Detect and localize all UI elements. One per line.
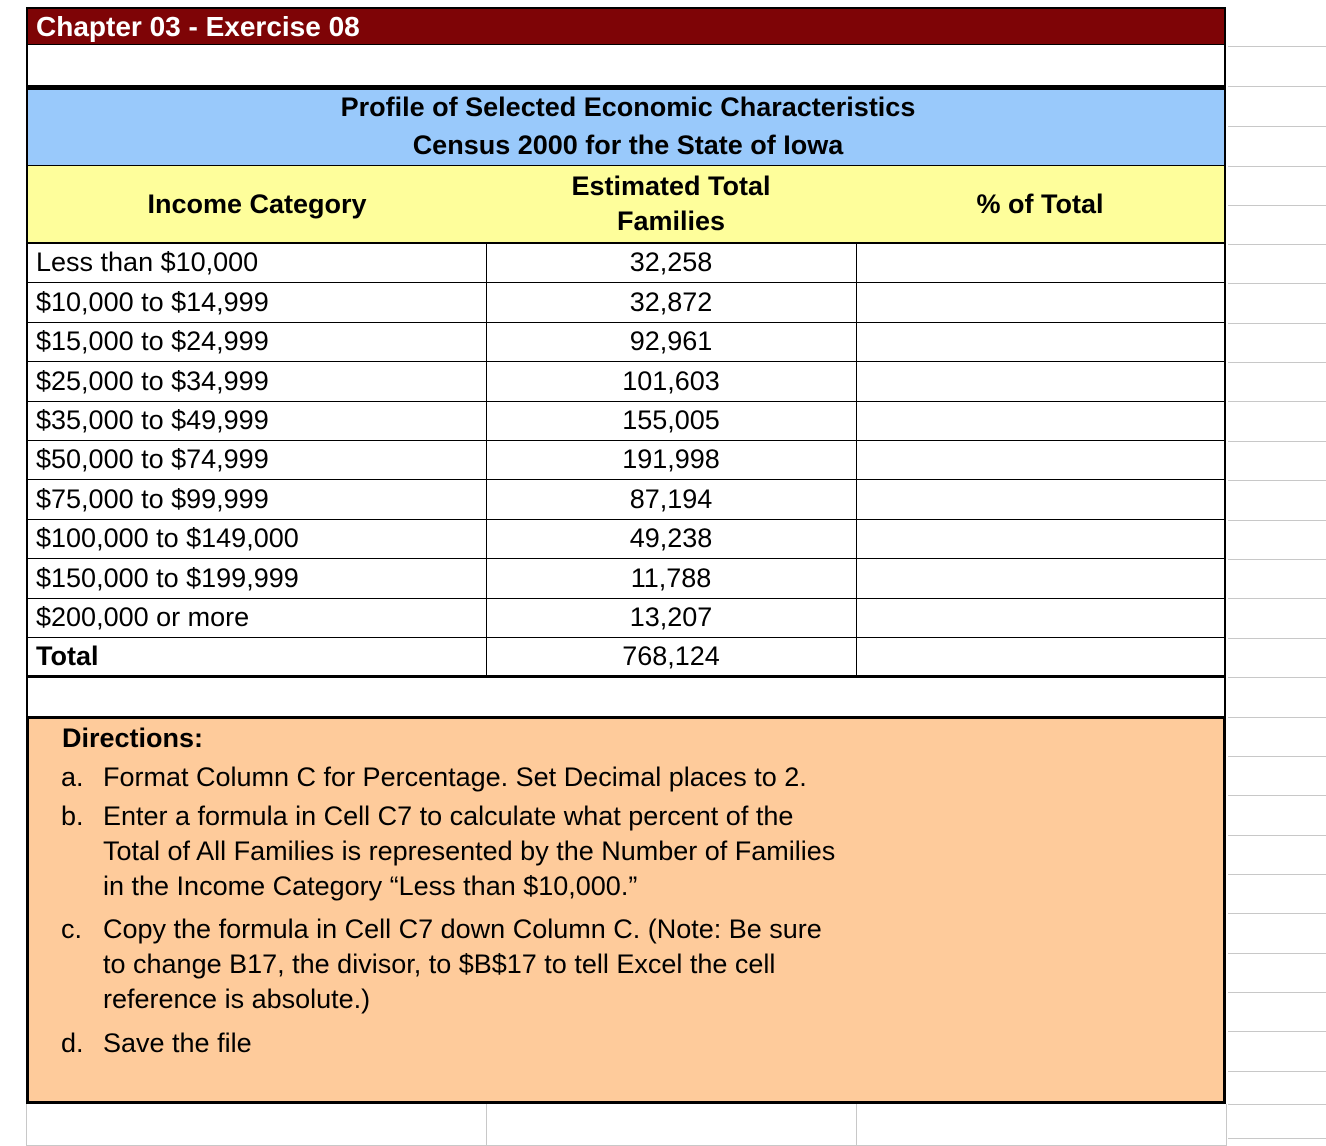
profile-title: Profile of Selected Economic Characteristics	[340, 92, 916, 122]
gridline	[1228, 1031, 1326, 1032]
income-category-cell[interactable]: $50,000 to $74,999	[26, 441, 487, 480]
column-header-label: % of Total	[976, 188, 1104, 219]
estimated-families-cell[interactable]: 32,872	[486, 283, 857, 323]
income-category-cell[interactable]: Less than $10,000	[26, 244, 487, 283]
total-percent-cell[interactable]	[856, 638, 1226, 678]
directions-item-letter: c.	[61, 914, 83, 944]
gridline	[1228, 244, 1326, 245]
percent-of-total-cell[interactable]	[856, 362, 1226, 402]
estimated-families-cell[interactable]: 13,207	[486, 599, 857, 638]
gridline	[1228, 559, 1326, 560]
directions-item-text: reference is absolute.)	[103, 984, 371, 1014]
estimated-families-cell[interactable]: 101,603	[486, 362, 857, 402]
directions-item-letter: a.	[61, 762, 84, 792]
sheet-title: Chapter 03 - Exercise 08	[26, 7, 1226, 46]
total-label-cell[interactable]: Total	[26, 638, 487, 678]
income-category-cell[interactable]: $10,000 to $14,999	[26, 283, 487, 323]
empty-cell[interactable]	[856, 1104, 1227, 1146]
percent-of-total-cell[interactable]	[856, 559, 1226, 599]
directions-item-text: Save the file	[103, 1028, 252, 1058]
directions-item-text: Copy the formula in Cell C7 down Column C. (Note: Be sure	[103, 914, 822, 944]
estimated-families-cell[interactable]: 87,194	[486, 480, 857, 520]
column-header-percent-of-total[interactable]	[856, 166, 1226, 244]
percent-of-total-cell[interactable]	[856, 402, 1226, 441]
column-header-label: Families	[616, 206, 726, 236]
income-category-cell[interactable]: $25,000 to $34,999	[26, 362, 487, 402]
gridline	[1228, 520, 1326, 521]
total-families-cell[interactable]: 768,124	[486, 638, 857, 678]
gridline	[1228, 1071, 1326, 1072]
percent-of-total-cell[interactable]	[856, 599, 1226, 638]
gridline	[1228, 166, 1326, 167]
percent-of-total-cell[interactable]	[856, 520, 1226, 559]
gridline	[1228, 795, 1326, 796]
gridline	[1228, 441, 1326, 442]
column-header-income-category[interactable]	[26, 166, 487, 244]
directions-item-text: Total of All Families is represented by the Number of Families	[103, 836, 836, 866]
income-category-cell[interactable]: $35,000 to $49,999	[26, 402, 487, 441]
directions-item-text: to change B17, the divisor, to $B$17 to tell Excel the cell	[103, 949, 776, 979]
blank-row[interactable]	[26, 677, 1226, 717]
gridline	[1228, 677, 1326, 678]
gridline	[1228, 205, 1326, 206]
gridline	[1228, 283, 1326, 284]
income-category-cell[interactable]: $75,000 to $99,999	[26, 480, 487, 520]
directions-item-text: in the Income Category “Less than $10,000.”	[103, 871, 638, 901]
blank-row[interactable]	[26, 45, 1226, 87]
gridline	[1228, 835, 1326, 836]
percent-of-total-cell[interactable]	[856, 283, 1226, 323]
directions-title: Directions:	[62, 723, 204, 753]
column-header-label: Income Category	[147, 188, 367, 219]
column-header-estimated-total-families[interactable]	[486, 166, 857, 244]
income-category-cell[interactable]: $200,000 or more	[26, 599, 487, 638]
gridline	[1228, 126, 1326, 127]
gridline	[1228, 756, 1326, 757]
income-category-cell[interactable]: $100,000 to $149,000	[26, 520, 487, 559]
estimated-families-cell[interactable]: 155,005	[486, 402, 857, 441]
gridline	[1228, 717, 1326, 718]
directions-item-text: Format Column C for Percentage. Set Decimal places to 2.	[103, 762, 807, 792]
estimated-families-cell[interactable]: 92,961	[486, 323, 857, 362]
empty-cell[interactable]	[486, 1104, 857, 1146]
profile-header[interactable]	[26, 87, 1226, 167]
gridline	[1228, 323, 1326, 324]
profile-subtitle: Census 2000 for the State of Iowa	[412, 130, 844, 160]
estimated-families-cell[interactable]: 11,788	[486, 559, 857, 599]
gridline	[1228, 362, 1326, 363]
gridline	[1228, 86, 1326, 87]
directions-box[interactable]	[26, 716, 1226, 1104]
percent-of-total-cell[interactable]	[856, 480, 1226, 520]
percent-of-total-cell[interactable]	[856, 323, 1226, 362]
empty-cell[interactable]	[26, 1104, 487, 1146]
gridline	[1228, 598, 1326, 599]
gridline	[1228, 46, 1326, 47]
percent-of-total-cell[interactable]	[856, 441, 1226, 480]
gridline	[1228, 913, 1326, 914]
gridline	[1228, 401, 1326, 402]
directions-item-letter: b.	[61, 801, 84, 831]
gridline	[1228, 953, 1326, 954]
gridline	[1228, 874, 1326, 875]
gridline	[1228, 992, 1326, 993]
gridline	[1228, 638, 1326, 639]
estimated-families-cell[interactable]: 191,998	[486, 441, 857, 480]
estimated-families-cell[interactable]: 49,238	[486, 520, 857, 559]
column-header-label: Estimated Total	[571, 171, 771, 201]
gridline	[1228, 480, 1326, 481]
gridline	[1228, 1104, 1326, 1105]
directions-item-text: Enter a formula in Cell C7 to calculate what percent of the	[103, 801, 794, 831]
directions-item-letter: d.	[61, 1028, 84, 1058]
income-category-cell[interactable]: $15,000 to $24,999	[26, 323, 487, 362]
income-category-cell[interactable]: $150,000 to $199,999	[26, 559, 487, 599]
percent-of-total-cell[interactable]	[856, 244, 1226, 283]
estimated-families-cell[interactable]: 32,258	[486, 244, 857, 283]
gridline	[1228, 1138, 1326, 1139]
